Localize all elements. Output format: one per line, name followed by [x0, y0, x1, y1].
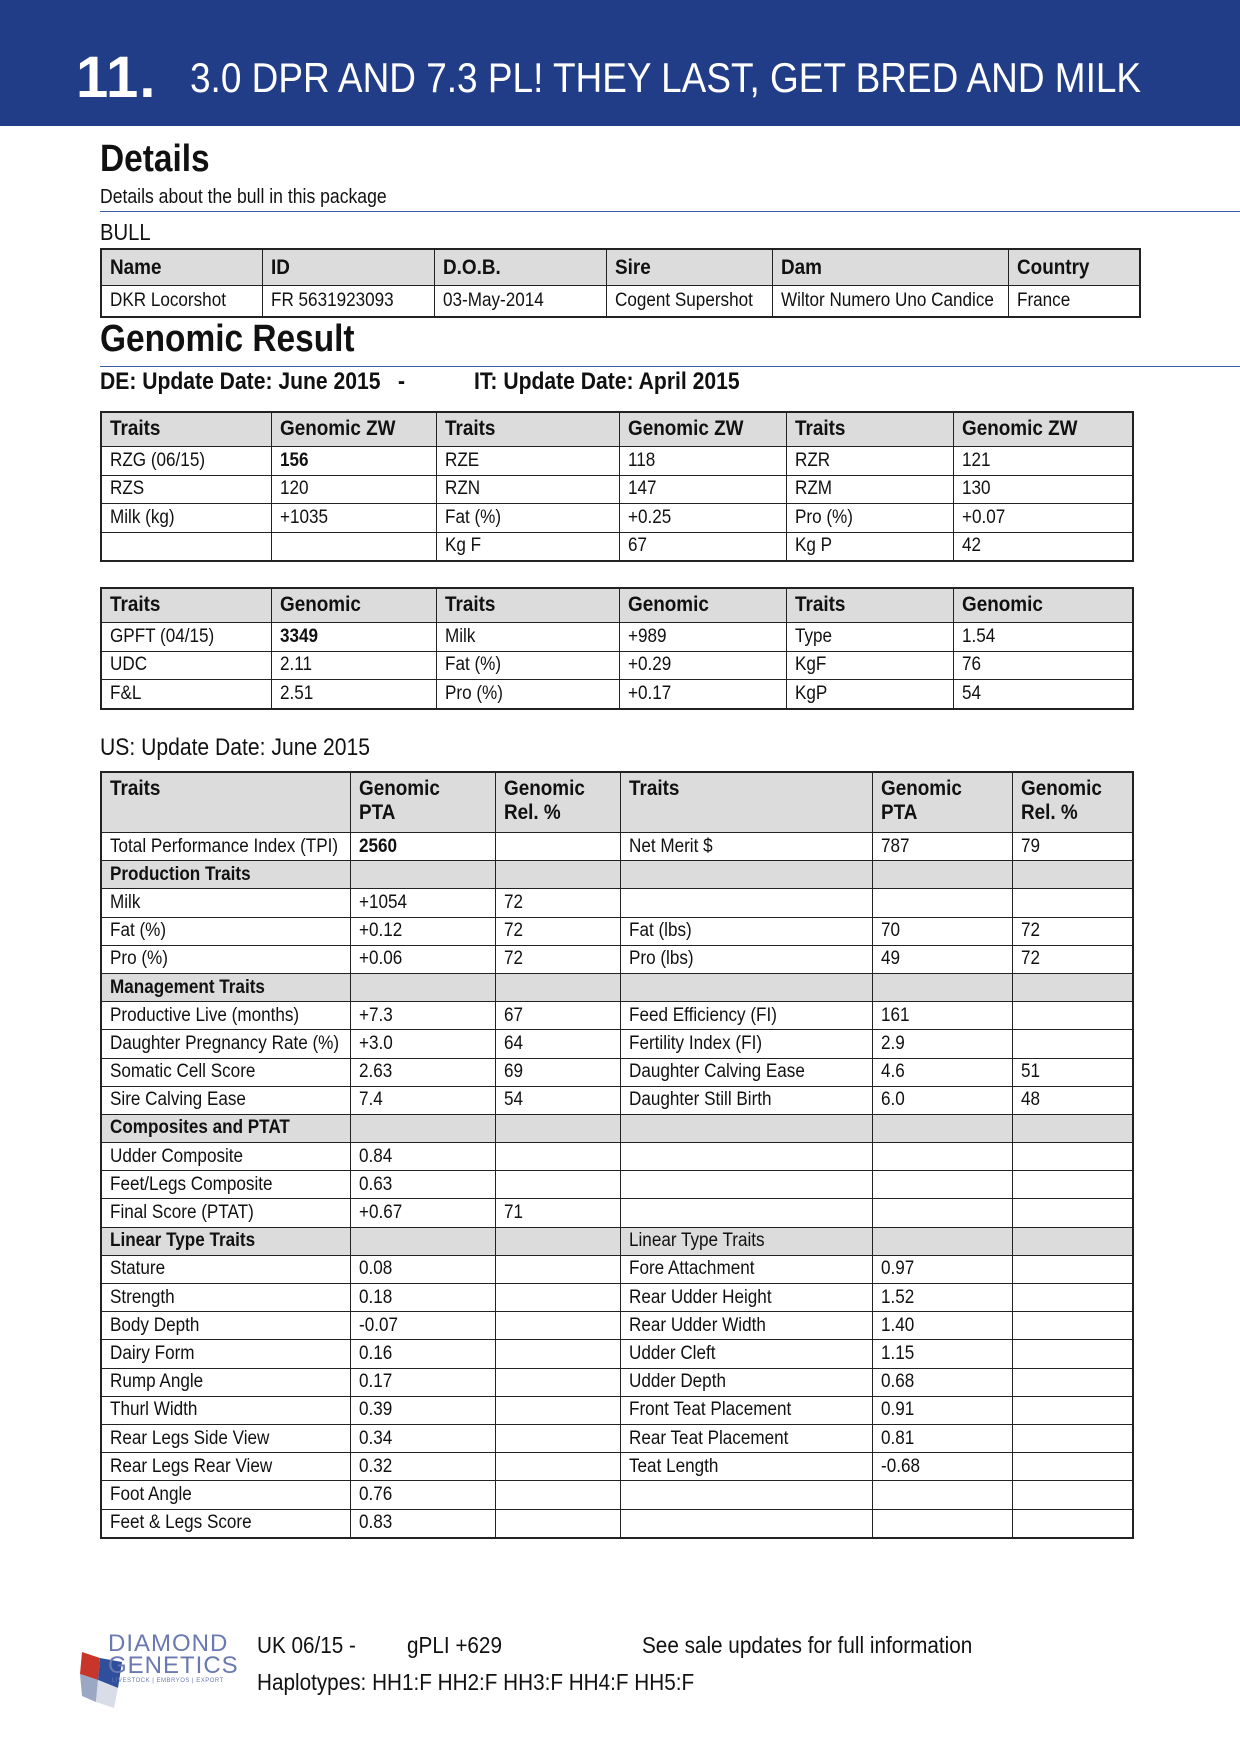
- table-row: [102, 1086, 1133, 1114]
- table-cell: UDC: [102, 651, 272, 680]
- table-cell: +0.12: [351, 917, 496, 945]
- table-row: [102, 1143, 1133, 1171]
- table-cell: [873, 1509, 1013, 1537]
- table-cell: [496, 1396, 621, 1424]
- table-cell: Dairy Form: [102, 1340, 351, 1368]
- table-cell: Rear Udder Height: [621, 1284, 873, 1312]
- logo-tagline: LIVESTOCK | EMBRYOS | EXPORT: [112, 1678, 224, 1684]
- table-row: [102, 504, 1133, 533]
- table-cell: [1013, 1114, 1133, 1142]
- table-cell: Kg P: [787, 532, 954, 561]
- table-cell: Teat Length: [621, 1453, 873, 1481]
- table-row: [102, 1030, 1133, 1058]
- table-cell: 161: [873, 1002, 1013, 1030]
- table-cell: 2.11: [272, 651, 437, 680]
- table-cell: 0.97: [873, 1255, 1013, 1283]
- table-row: [102, 1424, 1133, 1452]
- table-cell: [873, 1114, 1013, 1142]
- table-cell: [873, 861, 1013, 889]
- col-header: ID: [263, 250, 435, 286]
- table-cell: [351, 1227, 496, 1255]
- table-cell: [496, 1424, 621, 1452]
- col-header: Traits: [102, 589, 272, 623]
- table-cell: 72: [1013, 945, 1133, 973]
- col-header: Genomic: [620, 589, 787, 623]
- table-cell: [496, 1340, 621, 1368]
- table-cell: [1013, 861, 1133, 889]
- table-cell: [496, 1312, 621, 1340]
- table-cell: 120: [272, 475, 437, 504]
- col-header: D.O.B.: [435, 250, 607, 286]
- table-cell: 0.18: [351, 1284, 496, 1312]
- table-cell: Rear Legs Rear View: [102, 1453, 351, 1481]
- table-row: [102, 532, 1133, 561]
- table-cell: [496, 1227, 621, 1255]
- table-cell: [621, 889, 873, 917]
- table-cell: Udder Cleft: [621, 1340, 873, 1368]
- details-subheading: Details about the bull in this package: [100, 186, 387, 208]
- table-cell: [621, 1199, 873, 1227]
- col-header: Genomic Rel. %: [496, 773, 621, 833]
- table-cell: [873, 1143, 1013, 1171]
- table-cell: [1013, 1255, 1133, 1283]
- table-row: [102, 833, 1133, 861]
- col-header: Genomic PTA: [873, 773, 1013, 833]
- table-cell: 64: [496, 1030, 621, 1058]
- table-cell: 67: [620, 532, 787, 561]
- table-row: [102, 1002, 1133, 1030]
- bull-label: BULL: [100, 219, 151, 245]
- table-cell: 1.54: [954, 623, 1133, 652]
- table-cell: [496, 1453, 621, 1481]
- table-cell: 6.0: [873, 1086, 1013, 1114]
- table-cell: 1.40: [873, 1312, 1013, 1340]
- col-header: Traits: [102, 413, 272, 447]
- table-row: [102, 1199, 1133, 1227]
- table-cell: Foot Angle: [102, 1481, 351, 1509]
- bull-details-row: [102, 286, 1140, 317]
- table-cell: [496, 1509, 621, 1537]
- it-update-date: IT: Update Date: April 2015: [474, 368, 740, 395]
- table-cell: Production Traits: [102, 861, 351, 889]
- table-cell: [1013, 1368, 1133, 1396]
- table-cell: F&L: [102, 680, 272, 709]
- table-cell: Strength: [102, 1284, 351, 1312]
- section-title: 3.0 DPR AND 7.3 PL! THEY LAST, GET BRED AND MILK: [190, 54, 1142, 101]
- table-cell: [496, 833, 621, 861]
- table-row: [102, 1396, 1133, 1424]
- haplotypes: Haplotypes: HH1:F HH2:F HH3:F HH4:F HH5:F: [257, 1669, 695, 1695]
- col-header: Traits: [437, 589, 620, 623]
- table-cell: 787: [873, 833, 1013, 861]
- table-cell: Pro (%): [787, 504, 954, 533]
- table-cell: +7.3: [351, 1002, 496, 1030]
- table-cell: 0.91: [873, 1396, 1013, 1424]
- table-cell: +1035: [272, 504, 437, 533]
- table-cell: RZG (06/15): [102, 447, 272, 476]
- table-cell: Thurl Width: [102, 1396, 351, 1424]
- table-cell: RZN: [437, 475, 620, 504]
- table-cell: -0.07: [351, 1312, 496, 1340]
- table-cell: Rear Udder Width: [621, 1312, 873, 1340]
- table-cell: 51: [1013, 1058, 1133, 1086]
- table-cell: [496, 1368, 621, 1396]
- us-update-date: US: Update Date: June 2015: [100, 734, 371, 761]
- table-cell: [873, 1199, 1013, 1227]
- table-cell: 2560: [351, 833, 496, 861]
- page-banner: [0, 0, 1240, 126]
- table-cell: [621, 861, 873, 889]
- bull-sire: Cogent Supershot: [607, 286, 773, 317]
- table-cell: Pro (%): [102, 945, 351, 973]
- logo-line-1: DIAMOND: [108, 1630, 229, 1657]
- table-cell: [496, 1481, 621, 1509]
- table-cell: [496, 1284, 621, 1312]
- table-cell: 0.39: [351, 1396, 496, 1424]
- us-table-header-row: [102, 773, 1133, 833]
- table-cell: [496, 861, 621, 889]
- table-cell: [873, 1227, 1013, 1255]
- table-cell: Total Performance Index (TPI): [102, 833, 351, 861]
- details-heading: Details: [100, 138, 210, 180]
- table-cell: Rear Teat Placement: [621, 1424, 873, 1452]
- table-cell: Body Depth: [102, 1312, 351, 1340]
- table-row: [102, 651, 1133, 680]
- col-header: Traits: [621, 773, 873, 833]
- table-cell: 0.63: [351, 1171, 496, 1199]
- bull-country: France: [1009, 286, 1140, 317]
- table-cell: Fat (%): [437, 504, 620, 533]
- bull-dob: 03-May-2014: [435, 286, 607, 317]
- table-cell: Productive Live (months): [102, 1002, 351, 1030]
- table-row: [102, 1368, 1133, 1396]
- table-cell: [1013, 973, 1133, 1001]
- table-cell: Fat (%): [102, 917, 351, 945]
- de-genomic-table: [101, 412, 1133, 561]
- table-cell: [272, 532, 437, 561]
- table-row: [102, 889, 1133, 917]
- table-cell: [621, 1143, 873, 1171]
- table-cell: 4.6: [873, 1058, 1013, 1086]
- section-number: 11.: [76, 45, 157, 110]
- table-cell: Pro (%): [437, 680, 620, 709]
- table-cell: Feet & Legs Score: [102, 1509, 351, 1537]
- table-cell: +0.29: [620, 651, 787, 680]
- table-cell: 2.9: [873, 1030, 1013, 1058]
- table-cell: 2.51: [272, 680, 437, 709]
- table-cell: [351, 1114, 496, 1142]
- table-cell: Net Merit $: [621, 833, 873, 861]
- table-row: [102, 945, 1133, 973]
- table-cell: [1013, 1396, 1133, 1424]
- table-cell: 147: [620, 475, 787, 504]
- table-cell: [621, 1481, 873, 1509]
- table-row: [102, 1284, 1133, 1312]
- details-divider: [100, 211, 1240, 212]
- uk-label: UK 06/15 -: [257, 1632, 356, 1658]
- col-header: Traits: [102, 773, 351, 833]
- table-cell: Sire Calving Ease: [102, 1086, 351, 1114]
- col-header: Genomic PTA: [351, 773, 496, 833]
- table-cell: [1013, 1171, 1133, 1199]
- de-table-header-row: [102, 413, 1133, 447]
- table-cell: [1013, 1143, 1133, 1171]
- table-row: [102, 447, 1133, 476]
- table-cell: 76: [954, 651, 1133, 680]
- table-row: [102, 475, 1133, 504]
- table-cell: [1013, 1424, 1133, 1452]
- table-cell: [1013, 1453, 1133, 1481]
- table-cell: [496, 1171, 621, 1199]
- table-cell: 0.34: [351, 1424, 496, 1452]
- table-cell: 54: [954, 680, 1133, 709]
- table-cell: [496, 973, 621, 1001]
- table-cell: [102, 532, 272, 561]
- table-cell: 0.16: [351, 1340, 496, 1368]
- table-cell: 70: [873, 917, 1013, 945]
- table-cell: Feed Efficiency (FI): [621, 1002, 873, 1030]
- table-cell: 130: [954, 475, 1133, 504]
- col-header: Genomic ZW: [620, 413, 787, 447]
- bull-details-table: [101, 249, 1140, 317]
- table-cell: [351, 973, 496, 1001]
- table-cell: Front Teat Placement: [621, 1396, 873, 1424]
- col-header: Traits: [787, 413, 954, 447]
- table-cell: Fat (lbs): [621, 917, 873, 945]
- table-cell: 0.83: [351, 1509, 496, 1537]
- sale-updates-note: See sale updates for full information: [642, 1632, 973, 1658]
- table-row: [102, 1509, 1133, 1537]
- bull-dam: Wiltor Numero Uno Candice: [773, 286, 1009, 317]
- table-cell: Linear Type Traits: [621, 1227, 873, 1255]
- table-cell: [621, 1114, 873, 1142]
- table-row: [102, 1453, 1133, 1481]
- table-cell: +0.25: [620, 504, 787, 533]
- table-cell: RZM: [787, 475, 954, 504]
- col-header: Country: [1009, 250, 1140, 286]
- table-cell: 1.52: [873, 1284, 1013, 1312]
- genomic-divider: [100, 366, 1240, 367]
- table-cell: Udder Composite: [102, 1143, 351, 1171]
- table-cell: [1013, 1002, 1133, 1030]
- table-row: [102, 1171, 1133, 1199]
- table-row: [102, 623, 1133, 652]
- table-cell: Daughter Calving Ease: [621, 1058, 873, 1086]
- table-cell: 0.17: [351, 1368, 496, 1396]
- table-cell: [1013, 1199, 1133, 1227]
- table-cell: 49: [873, 945, 1013, 973]
- table-cell: 69: [496, 1058, 621, 1086]
- table-cell: [1013, 1227, 1133, 1255]
- table-cell: +989: [620, 623, 787, 652]
- col-header: Name: [102, 250, 263, 286]
- table-cell: Milk: [102, 889, 351, 917]
- table-cell: [873, 1481, 1013, 1509]
- logo-line-2: GENETICS: [108, 1652, 239, 1679]
- table-cell: [873, 889, 1013, 917]
- update-separator: -: [398, 368, 406, 395]
- table-cell: +0.06: [351, 945, 496, 973]
- table-cell: +3.0: [351, 1030, 496, 1058]
- table-cell: 156: [272, 447, 437, 476]
- table-row: [102, 1114, 1133, 1142]
- table-cell: KgF: [787, 651, 954, 680]
- diamond-genetics-logo: [80, 1630, 239, 1710]
- table-cell: GPFT (04/15): [102, 623, 272, 652]
- table-cell: [1013, 1509, 1133, 1537]
- table-cell: [873, 1171, 1013, 1199]
- table-cell: Kg F: [437, 532, 620, 561]
- gpli-value: gPLI +629: [407, 1632, 502, 1658]
- table-cell: Fore Attachment: [621, 1255, 873, 1283]
- table-row: [102, 973, 1133, 1001]
- col-header: Sire: [607, 250, 773, 286]
- table-cell: +0.07: [954, 504, 1133, 533]
- it-genomic-table: [101, 588, 1133, 709]
- table-cell: 48: [1013, 1086, 1133, 1114]
- table-cell: [1013, 1481, 1133, 1509]
- table-cell: [1013, 889, 1133, 917]
- us-genomic-table: [101, 772, 1133, 1538]
- col-header: Genomic ZW: [272, 413, 437, 447]
- table-cell: 0.32: [351, 1453, 496, 1481]
- col-header: Genomic Rel. %: [1013, 773, 1133, 833]
- table-row: [102, 861, 1133, 889]
- bull-name: DKR Locorshot: [102, 286, 263, 317]
- table-cell: 0.76: [351, 1481, 496, 1509]
- table-cell: Rump Angle: [102, 1368, 351, 1396]
- table-cell: 0.68: [873, 1368, 1013, 1396]
- table-cell: [351, 861, 496, 889]
- genomic-heading: Genomic Result: [100, 318, 355, 360]
- table-cell: [1013, 1284, 1133, 1312]
- col-header: Dam: [773, 250, 1009, 286]
- table-row: [102, 917, 1133, 945]
- table-cell: Feet/Legs Composite: [102, 1171, 351, 1199]
- table-cell: Management Traits: [102, 973, 351, 1001]
- table-cell: 0.84: [351, 1143, 496, 1171]
- table-cell: 1.15: [873, 1340, 1013, 1368]
- table-cell: Udder Depth: [621, 1368, 873, 1396]
- table-cell: [1013, 1340, 1133, 1368]
- table-cell: 2.63: [351, 1058, 496, 1086]
- table-cell: Pro (lbs): [621, 945, 873, 973]
- de-update-date: DE: Update Date: June 2015: [100, 368, 381, 395]
- table-cell: +0.17: [620, 680, 787, 709]
- table-cell: RZS: [102, 475, 272, 504]
- col-header: Genomic ZW: [954, 413, 1133, 447]
- table-cell: Composites and PTAT: [102, 1114, 351, 1142]
- bull-details-header-row: [102, 250, 1140, 286]
- table-cell: 67: [496, 1002, 621, 1030]
- table-cell: 42: [954, 532, 1133, 561]
- table-cell: RZR: [787, 447, 954, 476]
- table-cell: 121: [954, 447, 1133, 476]
- table-cell: [1013, 1030, 1133, 1058]
- table-cell: 72: [496, 889, 621, 917]
- it-table-header-row: [102, 589, 1133, 623]
- table-cell: 72: [1013, 917, 1133, 945]
- table-cell: [621, 1171, 873, 1199]
- table-cell: 72: [496, 917, 621, 945]
- table-cell: Milk: [437, 623, 620, 652]
- table-cell: 0.08: [351, 1255, 496, 1283]
- table-cell: [1013, 1312, 1133, 1340]
- table-cell: 7.4: [351, 1086, 496, 1114]
- table-cell: [621, 1509, 873, 1537]
- table-row: [102, 1058, 1133, 1086]
- table-row: [102, 1340, 1133, 1368]
- col-header: Genomic: [272, 589, 437, 623]
- table-cell: [621, 973, 873, 1001]
- bull-id: FR 5631923093: [263, 286, 435, 317]
- table-cell: RZE: [437, 447, 620, 476]
- table-cell: Fat (%): [437, 651, 620, 680]
- table-row: [102, 1255, 1133, 1283]
- table-cell: +1054: [351, 889, 496, 917]
- table-cell: 79: [1013, 833, 1133, 861]
- table-cell: [496, 1114, 621, 1142]
- table-row: [102, 1227, 1133, 1255]
- col-header: Genomic: [954, 589, 1133, 623]
- table-cell: [496, 1255, 621, 1283]
- table-cell: Type: [787, 623, 954, 652]
- table-cell: Milk (kg): [102, 504, 272, 533]
- table-cell: Daughter Pregnancy Rate (%): [102, 1030, 351, 1058]
- table-cell: [873, 973, 1013, 1001]
- table-row: [102, 1481, 1133, 1509]
- table-cell: Rear Legs Side View: [102, 1424, 351, 1452]
- table-cell: 72: [496, 945, 621, 973]
- table-cell: -0.68: [873, 1453, 1013, 1481]
- table-cell: Daughter Still Birth: [621, 1086, 873, 1114]
- table-cell: Linear Type Traits: [102, 1227, 351, 1255]
- table-cell: 3349: [272, 623, 437, 652]
- table-cell: 0.81: [873, 1424, 1013, 1452]
- table-cell: Somatic Cell Score: [102, 1058, 351, 1086]
- col-header: Traits: [787, 589, 954, 623]
- col-header: Traits: [437, 413, 620, 447]
- table-cell: KgP: [787, 680, 954, 709]
- table-row: [102, 680, 1133, 709]
- table-cell: Fertility Index (FI): [621, 1030, 873, 1058]
- table-cell: Stature: [102, 1255, 351, 1283]
- table-cell: 118: [620, 447, 787, 476]
- table-cell: +0.67: [351, 1199, 496, 1227]
- table-cell: 71: [496, 1199, 621, 1227]
- table-cell: Final Score (PTAT): [102, 1199, 351, 1227]
- table-cell: 54: [496, 1086, 621, 1114]
- table-cell: [496, 1143, 621, 1171]
- table-row: [102, 1312, 1133, 1340]
